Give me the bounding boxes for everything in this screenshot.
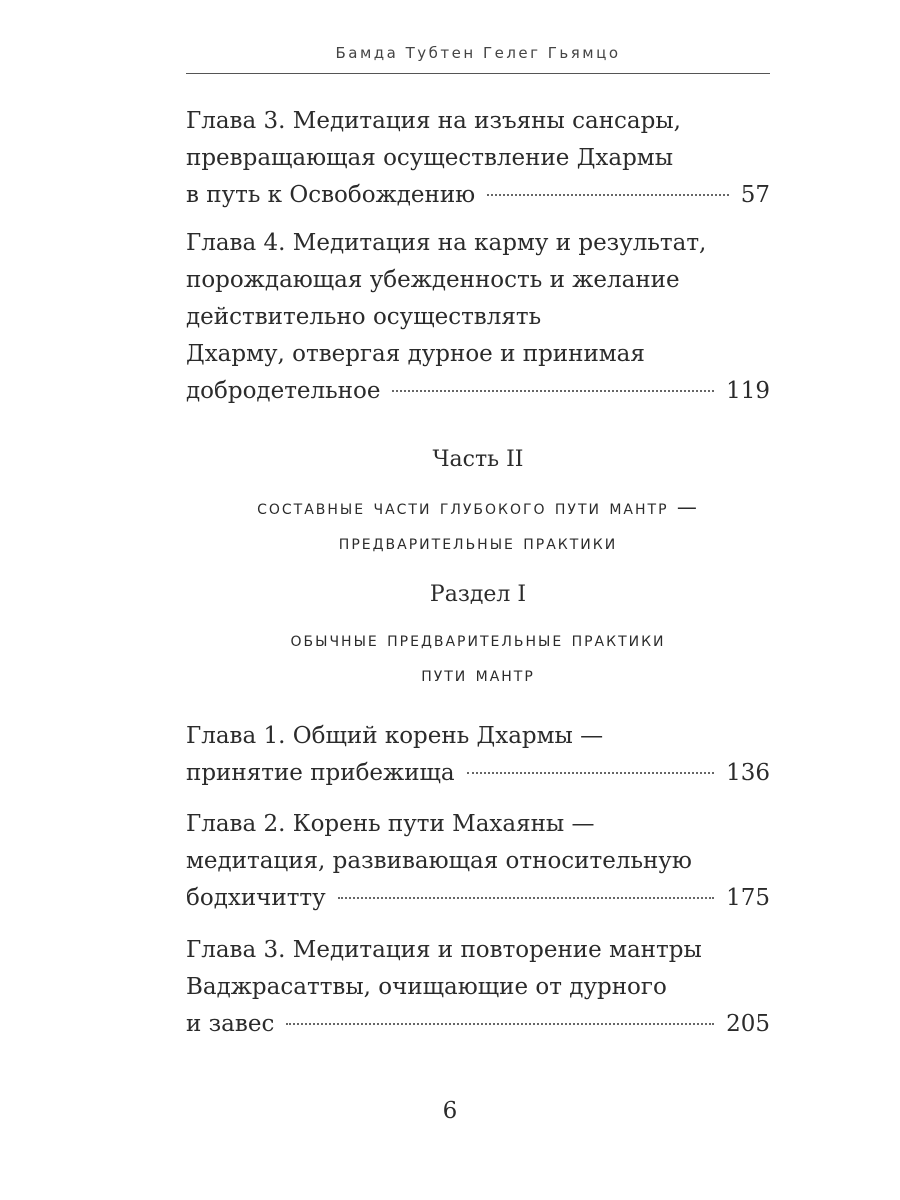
toc-entry-line: порождающая убежденность и желание: [186, 267, 680, 293]
part-label: Часть II: [432, 447, 524, 472]
page-number: 205: [726, 1011, 770, 1037]
toc-entry-line: добродетельное: [186, 378, 381, 404]
part-title-line: составные части глубокого пути мантр —: [257, 495, 699, 519]
toc-entry-line: Глава 2. Корень пути Махаяны —: [186, 811, 595, 837]
toc-entry: [186, 718, 770, 792]
toc-entry-line: Дхарму, отвергая дурное и принимая: [186, 341, 645, 367]
dot-leader: [286, 1023, 714, 1025]
section-title-line: обычные предварительные практики: [290, 627, 666, 651]
toc-entry-line: медитация, развивающая относительную: [186, 848, 692, 874]
toc-entry-line: Глава 3. Медитация и повторение мантры: [186, 937, 702, 963]
toc-entry-line: и завес: [186, 1011, 275, 1037]
toc-entry-line: бодхичитту: [186, 885, 326, 911]
dot-leader: [338, 897, 714, 899]
header-rule: [186, 73, 770, 74]
section-label: Раздел I: [429, 582, 527, 607]
toc-entry-line: в путь к Освобождению: [186, 182, 476, 208]
toc-entry-line: принятие прибежища: [186, 760, 455, 786]
page-number: 175: [726, 885, 770, 911]
page-number: 57: [740, 182, 770, 208]
toc-entry-line: Глава 4. Медитация на карму и результат,: [186, 230, 707, 256]
dot-leader: [487, 194, 729, 196]
folio-page-number: 6: [442, 1098, 458, 1124]
toc-entry-line: Глава 1. Общий корень Дхармы —: [186, 723, 604, 749]
toc-entry: [186, 932, 770, 1043]
toc-entry-line: Глава 3. Медитация на изъяны сансары,: [186, 108, 681, 134]
dot-leader: [467, 772, 714, 774]
running-head: Бамда Тубтен Гелег Гьямцо: [335, 44, 621, 62]
dot-leader: [392, 390, 714, 392]
page-number: 136: [726, 760, 770, 786]
toc-entry-line: Ваджрасаттвы, очищающие от дурного: [186, 974, 667, 1000]
toc-entry-line: превращающая осуществление Дхармы: [186, 145, 673, 171]
toc-entry: [186, 806, 770, 917]
page-number: 119: [726, 378, 770, 404]
part-title-line: предварительные практики: [338, 530, 618, 554]
section-title-line: пути мантр: [421, 662, 535, 686]
toc-entry: [186, 225, 770, 410]
toc-entry: [186, 103, 770, 214]
toc-entry-line: действительно осуществлять: [186, 304, 542, 330]
